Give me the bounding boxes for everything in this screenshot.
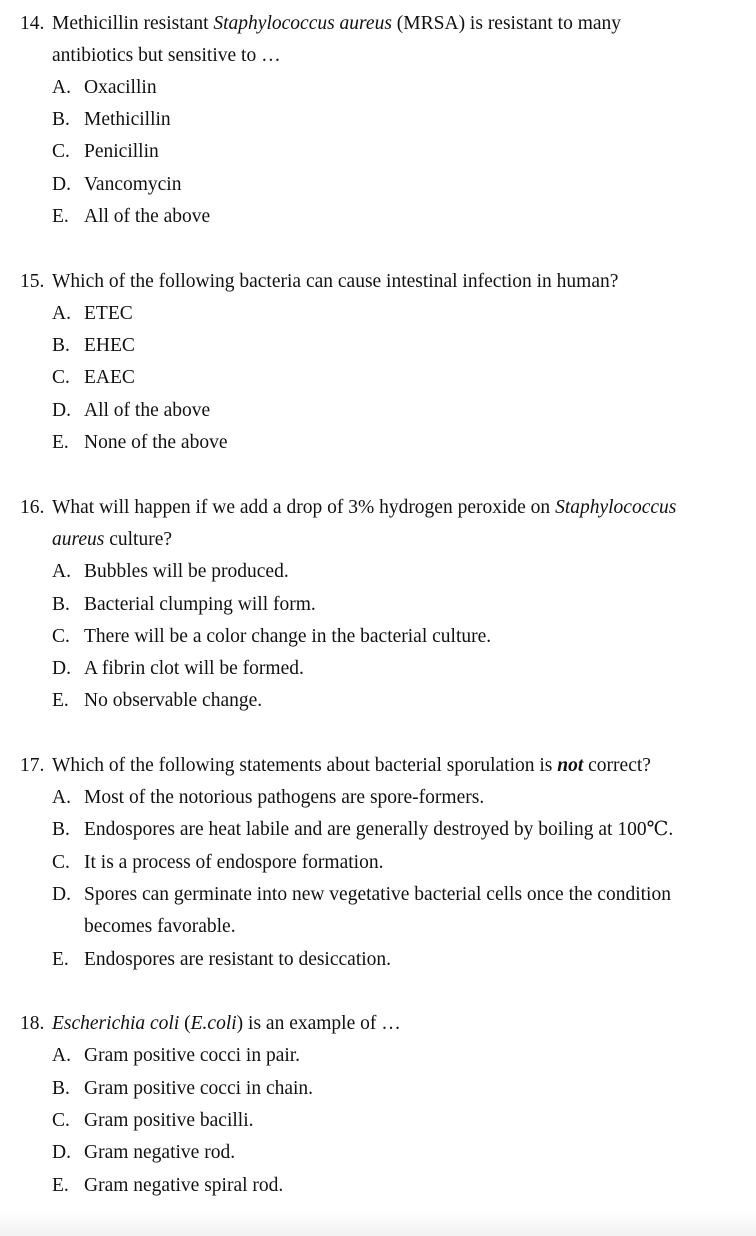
option-a[interactable]: A. Gram positive cocci in pair.	[52, 1045, 301, 1066]
option-c[interactable]: C. Gram positive bacilli.	[52, 1110, 254, 1131]
page-bottom-shadow	[0, 1212, 756, 1236]
option-b[interactable]: B. Gram positive cocci in chain.	[52, 1078, 314, 1099]
option-c[interactable]: C. EAEC	[52, 367, 135, 388]
option-b[interactable]: B. Methicillin	[52, 109, 171, 130]
option-d-continuation: becomes favorable.	[84, 916, 236, 937]
question-number: 17.	[20, 755, 45, 776]
question-stem-continuation: antibiotics but sensitive to …	[52, 45, 281, 66]
option-a[interactable]: A. Most of the notorious pathogens are spore-formers.	[52, 787, 485, 808]
option-e[interactable]: E. All of the above	[52, 206, 211, 227]
option-e[interactable]: E. No observable change.	[52, 690, 263, 711]
question-stem: What will happen if we add a drop of 3% hydrogen peroxide on Staphylococcus	[52, 497, 677, 518]
question-number: 16.	[20, 497, 45, 518]
question-number: 14.	[20, 13, 45, 34]
question-number: 18.	[20, 1013, 45, 1034]
option-e[interactable]: E. Endospores are resistant to desiccation.	[52, 949, 392, 970]
option-b[interactable]: B. Endospores are heat labile and are generally destroyed by boiling at 100℃.	[52, 819, 674, 840]
question-number: 15.	[20, 271, 45, 292]
option-c[interactable]: C. It is a process of endospore formation.	[52, 852, 384, 873]
option-d[interactable]: D. Gram negative rod.	[52, 1142, 236, 1163]
question-stem-continuation: aureus culture?	[52, 529, 173, 550]
option-d[interactable]: D. All of the above	[52, 400, 211, 421]
question-stem: Which of the following bacteria can cause intestinal infection in human?	[52, 271, 619, 292]
option-c[interactable]: C. Penicillin	[52, 141, 159, 162]
option-a[interactable]: A. Bubbles will be produced.	[52, 561, 289, 582]
option-e[interactable]: E. None of the above	[52, 432, 228, 453]
option-b[interactable]: B. Bacterial clumping will form.	[52, 594, 316, 615]
option-a[interactable]: A. ETEC	[52, 303, 133, 324]
option-d[interactable]: D. Spores can germinate into new vegetative bacterial cells once the condition	[52, 884, 671, 905]
option-e[interactable]: E. Gram negative spiral rod.	[52, 1175, 284, 1196]
option-c[interactable]: C. There will be a color change in the bacterial culture.	[52, 626, 492, 647]
question-stem: Which of the following statements about bacterial sporulation is not correct?	[52, 755, 651, 776]
question-stem: Methicillin resistant Staphylococcus aureus (MRSA) is resistant to many	[52, 13, 622, 34]
option-d[interactable]: D. Vancomycin	[52, 174, 182, 195]
option-b[interactable]: B. EHEC	[52, 335, 135, 356]
option-d[interactable]: D. A fibrin clot will be formed.	[52, 658, 304, 679]
question-stem: Escherichia coli (E.coli) is an example of …	[52, 1013, 401, 1034]
option-a[interactable]: A. Oxacillin	[52, 77, 157, 98]
